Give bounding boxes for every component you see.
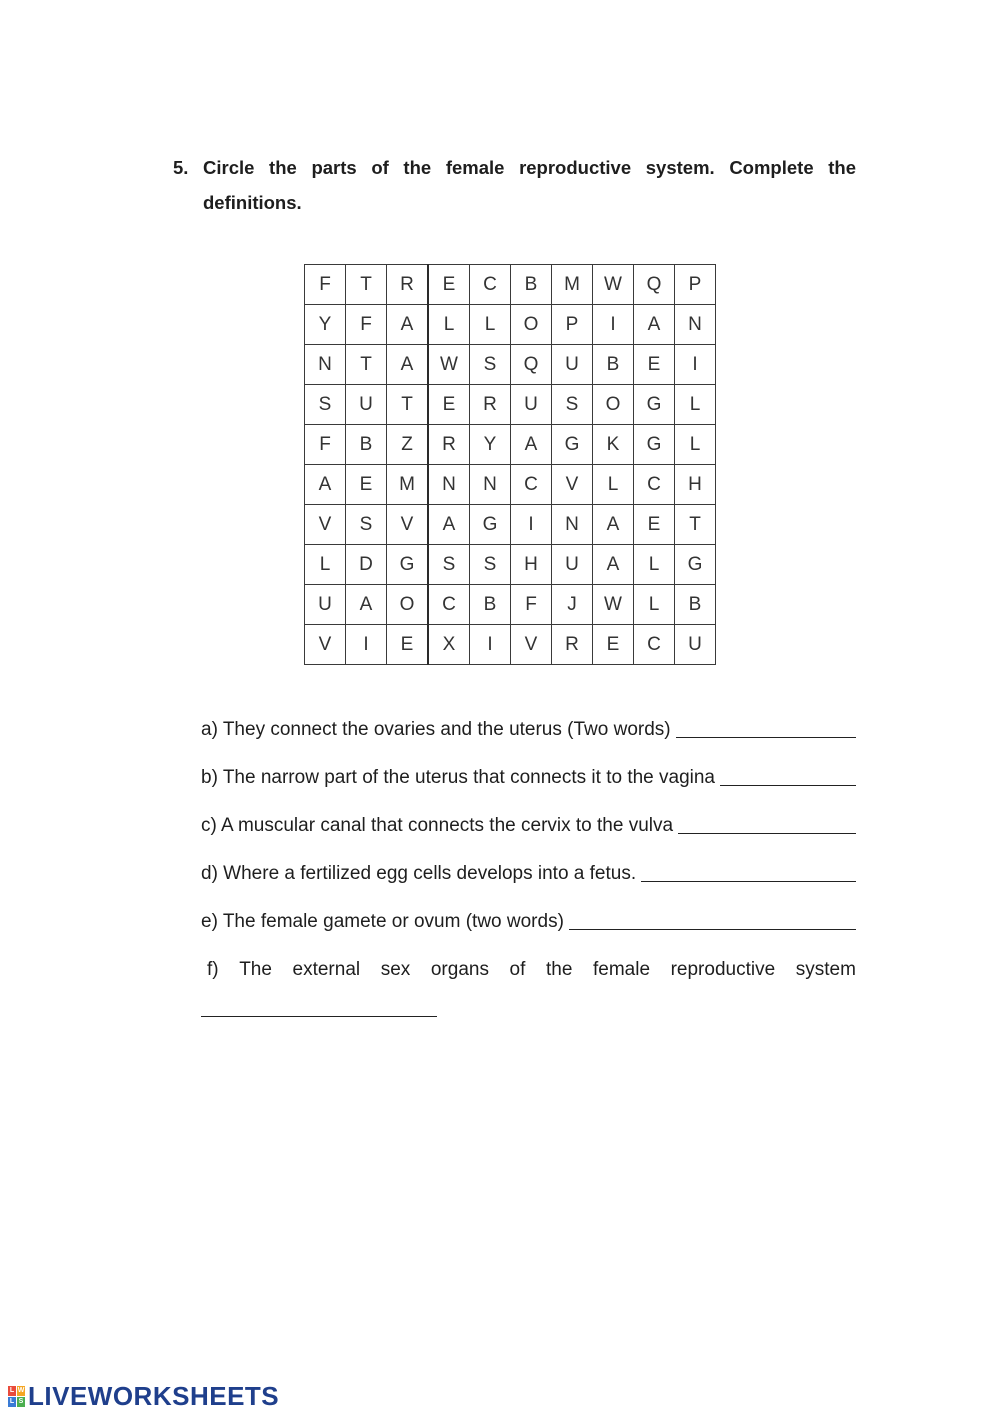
grid-letter-cell[interactable]: W [593, 265, 634, 305]
grid-letter-cell[interactable]: S [305, 385, 346, 425]
grid-letter-cell[interactable]: T [387, 385, 429, 425]
grid-letter-cell[interactable]: U [552, 545, 593, 585]
grid-row [305, 625, 716, 665]
grid-letter-cell[interactable]: B [593, 345, 634, 385]
grid-row [305, 385, 716, 425]
grid-letter-cell[interactable]: V [552, 465, 593, 505]
grid-letter-cell[interactable]: G [675, 545, 716, 585]
grid-letter-cell[interactable]: E [428, 265, 470, 305]
grid-letter-cell[interactable]: H [675, 465, 716, 505]
definition-word: sex [380, 959, 411, 980]
grid-letter-cell[interactable]: U [346, 385, 387, 425]
grid-letter-cell[interactable]: N [675, 305, 716, 345]
grid-letter-cell[interactable]: O [511, 305, 552, 345]
logo-tile: L [9, 1398, 15, 1405]
grid-letter-cell[interactable]: M [552, 265, 593, 305]
grid-letter-cell[interactable]: H [511, 545, 552, 585]
grid-letter-cell[interactable]: J [552, 585, 593, 625]
definition-text: e) The female gamete or ovum (two words) [201, 911, 564, 932]
grid-letter-cell[interactable]: S [428, 545, 470, 585]
grid-letter-cell[interactable]: Z [387, 425, 429, 465]
grid-letter-cell[interactable]: O [593, 385, 634, 425]
grid-letter-cell[interactable]: R [387, 265, 429, 305]
grid-letter-cell[interactable]: P [552, 305, 593, 345]
footer-logo [8, 1381, 279, 1412]
grid-letter-cell[interactable]: V [387, 505, 429, 545]
definition-text [201, 955, 856, 1003]
grid-letter-cell[interactable]: L [305, 545, 346, 585]
grid-letter-cell[interactable]: L [470, 305, 511, 345]
exercise-heading [173, 150, 856, 220]
definition-word: system [795, 959, 856, 980]
grid-letter-cell[interactable]: T [346, 265, 387, 305]
grid-letter-cell[interactable]: U [511, 385, 552, 425]
grid-letter-cell[interactable]: B [346, 425, 387, 465]
grid-letter-cell[interactable]: U [305, 585, 346, 625]
definition-text: d) Where a fertilized egg cells develops into a fetus. [201, 863, 637, 884]
grid-letter-cell[interactable]: L [634, 585, 675, 625]
definition-word: female [592, 959, 651, 980]
grid-row [305, 265, 716, 305]
definition-text: b) The narrow part of the uterus that connects it to the vagina [201, 767, 716, 788]
grid-letter-cell[interactable]: E [593, 625, 634, 665]
grid-letter-cell[interactable]: A [387, 345, 429, 385]
grid-letter-cell[interactable]: F [305, 425, 346, 465]
grid-letter-cell[interactable]: L [675, 385, 716, 425]
logo-tile: S [18, 1398, 24, 1405]
definition-text: a) They connect the ovaries and the uterus (Two words) [201, 719, 671, 740]
grid-letter-cell[interactable]: F [511, 585, 552, 625]
grid-letter-cell[interactable]: E [346, 465, 387, 505]
grid-letter-cell[interactable]: A [428, 505, 470, 545]
grid-letter-cell[interactable]: P [675, 265, 716, 305]
grid-letter-cell[interactable]: U [675, 625, 716, 665]
grid-letter-cell[interactable]: O [387, 585, 429, 625]
definition-word: f) [207, 959, 219, 980]
grid-letter-cell[interactable]: R [470, 385, 511, 425]
definition-word: the [545, 959, 573, 980]
grid-letter-cell[interactable]: E [634, 505, 675, 545]
grid-letter-cell[interactable]: S [470, 545, 511, 585]
answer-blank[interactable] [641, 859, 856, 882]
grid-letter-cell[interactable]: A [634, 305, 675, 345]
grid-letter-cell[interactable]: L [593, 465, 634, 505]
grid-letter-cell[interactable]: T [675, 505, 716, 545]
grid-letter-cell[interactable]: S [552, 385, 593, 425]
grid-letter-cell[interactable]: A [346, 585, 387, 625]
grid-letter-cell[interactable]: G [634, 385, 675, 425]
grid-letter-cell[interactable]: E [634, 345, 675, 385]
grid-letter-cell[interactable]: W [428, 345, 470, 385]
definition-word: of [509, 959, 526, 980]
grid-letter-cell[interactable]: I [675, 345, 716, 385]
grid-letter-cell[interactable]: C [511, 465, 552, 505]
grid-letter-cell[interactable]: K [593, 425, 634, 465]
grid-letter-cell[interactable]: M [387, 465, 429, 505]
grid-row [305, 505, 716, 545]
definitions-list [201, 715, 856, 1003]
logo-tile: L [9, 1387, 15, 1394]
grid-letter-cell[interactable]: Y [470, 425, 511, 465]
grid-letter-cell[interactable]: N [428, 465, 470, 505]
grid-letter-cell[interactable]: S [470, 345, 511, 385]
grid-letter-cell[interactable]: C [634, 465, 675, 505]
grid-letter-cell[interactable]: I [593, 305, 634, 345]
grid-letter-cell[interactable]: L [634, 545, 675, 585]
brand-name: LIVEWORKSHEETS [28, 1381, 280, 1411]
grid-row [305, 305, 716, 345]
word-search-grid[interactable] [304, 264, 716, 665]
grid-letter-cell[interactable]: F [346, 305, 387, 345]
grid-row [305, 345, 716, 385]
grid-letter-cell[interactable]: L [675, 425, 716, 465]
grid-row [305, 425, 716, 465]
definition-item [201, 907, 856, 955]
grid-letter-cell[interactable]: A [593, 545, 634, 585]
definition-text: c) A muscular canal that connects the cervix to the vulva [201, 815, 674, 836]
answer-blank[interactable] [720, 763, 856, 786]
definition-word: reproductive [670, 959, 776, 980]
grid-letter-cell[interactable]: U [552, 345, 593, 385]
grid-letter-cell[interactable]: C [428, 585, 470, 625]
grid-row [305, 465, 716, 505]
grid-letter-cell[interactable]: A [387, 305, 429, 345]
grid-letter-cell[interactable]: C [634, 625, 675, 665]
grid-letter-cell[interactable]: F [305, 265, 346, 305]
grid-letter-cell[interactable]: W [593, 585, 634, 625]
grid-letter-cell[interactable]: I [470, 625, 511, 665]
definition-item [201, 859, 856, 907]
grid-letter-cell[interactable]: Q [511, 345, 552, 385]
definition-item [201, 715, 856, 763]
grid-letter-cell[interactable]: B [470, 585, 511, 625]
grid-letter-cell[interactable]: B [675, 585, 716, 625]
grid-letter-cell[interactable]: V [305, 505, 346, 545]
answer-blank-f[interactable] [201, 1016, 437, 1017]
definition-word: The [239, 959, 272, 980]
definition-item [201, 763, 856, 811]
exercise-instructions: Circle the parts of the female reproductive system. Complete the definitions. [203, 157, 856, 213]
grid-letter-cell[interactable]: A [305, 465, 346, 505]
grid-letter-cell[interactable]: T [346, 345, 387, 385]
definition-word: organs [430, 959, 489, 980]
grid-letter-cell[interactable]: I [511, 505, 552, 545]
grid-letter-cell[interactable]: I [346, 625, 387, 665]
grid-letter-cell[interactable]: S [346, 505, 387, 545]
grid-letter-cell[interactable]: Y [305, 305, 346, 345]
grid-letter-cell[interactable]: X [428, 625, 470, 665]
grid-letter-cell[interactable]: A [593, 505, 634, 545]
grid-letter-cell[interactable]: E [428, 385, 470, 425]
definition-word: external [292, 959, 361, 980]
grid-letter-cell[interactable]: V [511, 625, 552, 665]
grid-letter-cell[interactable]: G [634, 425, 675, 465]
grid-letter-cell[interactable]: N [305, 345, 346, 385]
answer-blank[interactable] [569, 907, 856, 930]
logo-tile: W [17, 1387, 25, 1394]
grid-letter-cell[interactable]: A [511, 425, 552, 465]
grid-letter-cell[interactable]: D [346, 545, 387, 585]
grid-letter-cell[interactable]: C [470, 265, 511, 305]
exercise-number: 5. [173, 157, 189, 178]
grid-letter-cell[interactable]: R [428, 425, 470, 465]
grid-letter-cell[interactable]: N [470, 465, 511, 505]
answer-blank[interactable] [678, 811, 856, 834]
grid-letter-cell[interactable]: R [552, 625, 593, 665]
grid-letter-cell[interactable]: L [428, 305, 470, 345]
definition-item-f [201, 955, 856, 1003]
grid-row [305, 545, 716, 585]
grid-letter-cell[interactable]: V [305, 625, 346, 665]
grid-letter-cell[interactable]: N [552, 505, 593, 545]
grid-letter-cell[interactable]: B [511, 265, 552, 305]
answer-blank[interactable] [676, 715, 856, 738]
grid-row [305, 585, 716, 625]
grid-letter-cell[interactable]: Q [634, 265, 675, 305]
grid-letter-cell[interactable]: G [552, 425, 593, 465]
grid-letter-cell[interactable]: G [387, 545, 429, 585]
grid-letter-cell[interactable]: E [387, 625, 429, 665]
grid-letter-cell[interactable]: G [470, 505, 511, 545]
liveworksheets-logo-icon [8, 1386, 25, 1407]
definition-item [201, 811, 856, 859]
